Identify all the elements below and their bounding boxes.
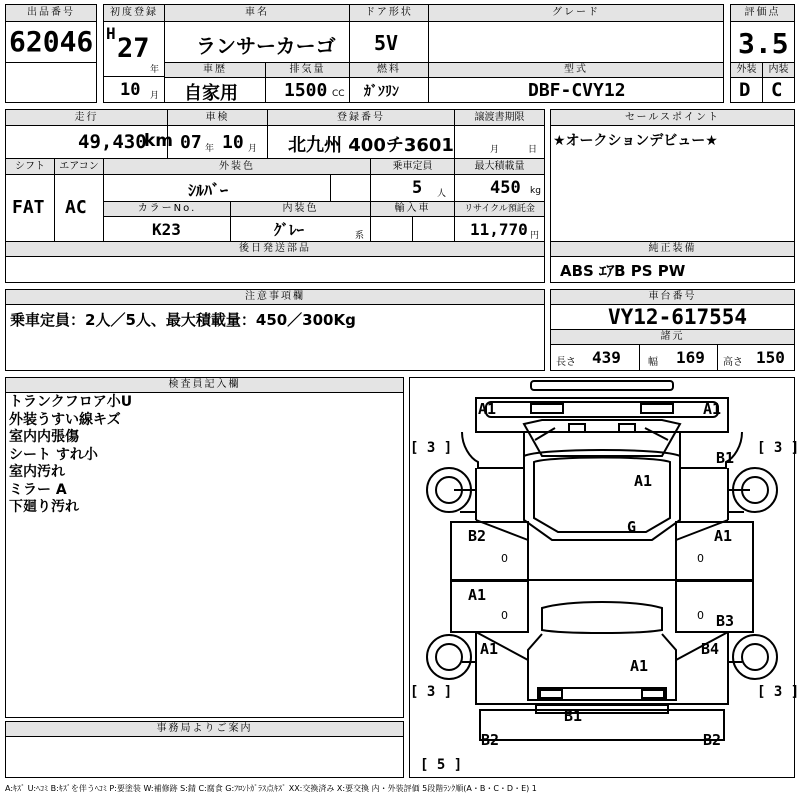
width-value: 169 <box>676 348 705 367</box>
width-label: 幅 <box>648 357 658 368</box>
damage-code: A1 <box>714 527 733 545</box>
capacity-value: 5 <box>412 178 423 198</box>
tread-mark: 0 <box>501 609 508 622</box>
month-unit: 月 <box>150 91 160 101</box>
era: H <box>106 24 116 43</box>
shift-label: シフト <box>5 158 55 175</box>
tire-tread: [ 3 ] <box>410 684 453 700</box>
height-value: 150 <box>756 348 785 367</box>
reg-year: 27 <box>117 33 150 64</box>
door-label: ドア形状 <box>349 4 429 22</box>
import-cell-b <box>412 216 455 242</box>
score-label: 評価点 <box>730 4 795 22</box>
exterior-color-label: 外装色 <box>103 158 371 175</box>
notes-text: 乗車定員：2人／5人、最大積載量：450／300Kg <box>10 311 356 329</box>
inspector-line: 室内内張傷 <box>9 429 79 445</box>
interior-color-value: ｸﾞﾚｰ <box>274 221 305 239</box>
inspection-label: 車検 <box>167 109 268 126</box>
history-value: 自家用 <box>184 83 238 104</box>
displacement-label: 排気量 <box>265 62 350 78</box>
door-value: 5V <box>374 31 399 55</box>
first-reg-label: 初度登録 <box>103 4 165 22</box>
model-value: DBF-CVY12 <box>528 80 626 101</box>
height-label: 高さ <box>723 357 743 368</box>
reg-month: 10 <box>120 80 141 100</box>
equipment-label: 純正装備 <box>550 241 795 257</box>
displacement-unit: CC <box>332 89 345 99</box>
year-unit: 年 <box>150 65 160 75</box>
chassis-number: VY12-617554 <box>608 305 748 329</box>
import-cell-a <box>370 216 413 242</box>
damage-code: A1 <box>630 657 649 675</box>
tread-mark: 0 <box>501 552 508 565</box>
insp-year-unit: 年 <box>205 144 215 154</box>
max-load-value: 450 <box>490 178 521 198</box>
lot-number: 62046 <box>9 25 94 58</box>
exterior-color-sub <box>330 174 371 202</box>
inspector-label: 検査員記入欄 <box>5 377 404 393</box>
damage-code: B1 <box>564 707 583 725</box>
mileage-unit: km <box>144 131 174 151</box>
damage-code: A1 <box>480 640 499 658</box>
fuel-value: ｶﾞｿﾘﾝ <box>364 84 399 100</box>
color-no-label: カラーNo. <box>103 201 231 217</box>
chassis-label: 車台番号 <box>550 289 795 305</box>
length-label: 長さ <box>556 357 576 368</box>
ext-label: 外装 <box>730 62 763 78</box>
plate-value: 北九州 400チ3601 <box>288 135 454 156</box>
later-parts-label: 後日発送部品 <box>5 241 545 257</box>
notes-label: 注意事項欄 <box>5 289 545 305</box>
inspector-line: 外装うすい線キズ <box>9 411 121 428</box>
ext-grade: D <box>739 79 751 101</box>
ac-label: エアコン <box>54 158 104 175</box>
transfer-label: 譲渡書期限 <box>454 109 545 126</box>
office-cell <box>5 736 404 778</box>
tire-tread: [ 3 ] <box>757 440 800 456</box>
dimensions-label: 諸元 <box>550 329 795 345</box>
grade-label: グレード <box>428 4 724 22</box>
recycle-value: 11,770 <box>470 220 528 239</box>
transfer-day-unit: 日 <box>528 145 538 155</box>
ac-value: AC <box>65 197 87 218</box>
damage-code: A1 <box>468 586 487 604</box>
later-parts-cell <box>5 256 545 283</box>
import-label: 輸入車 <box>370 201 455 217</box>
inspector-line: 下廻り汚れ <box>9 499 79 515</box>
history-label: 車歴 <box>164 62 266 78</box>
inspector-line: 室内汚れ <box>9 464 65 480</box>
tire-tread: [ 3 ] <box>757 684 800 700</box>
mileage-value: 49,430 <box>78 131 147 153</box>
insp-month-unit: 月 <box>248 144 258 154</box>
color-no-value: K23 <box>152 220 181 239</box>
max-load-label: 最大積載量 <box>454 158 545 175</box>
car-diagram <box>409 377 795 778</box>
damage-code: A1 <box>634 472 653 490</box>
mileage-label: 走行 <box>5 109 168 126</box>
car-name: ランサーカーゴ <box>196 34 336 58</box>
transfer-month-unit: 月 <box>490 145 500 155</box>
damage-code: B1 <box>716 449 735 467</box>
plate-label: 登録番号 <box>267 109 455 126</box>
spare-tire-tread: [ 5 ] <box>420 757 463 773</box>
inspector-line: シート すれ小 <box>9 446 98 463</box>
interior-color-unit: 系 <box>355 231 365 241</box>
int-grade: C <box>771 79 783 101</box>
exterior-color-value: ｼﾙﾊﾞｰ <box>188 181 229 200</box>
tread-mark: 0 <box>697 609 704 622</box>
capacity-label: 乗車定員 <box>370 158 455 175</box>
sales-points-text: ★オークションデビュー★ <box>553 133 718 149</box>
damage-code: G <box>627 518 637 536</box>
legend: A:ｷｽﾞ U:ﾍｺﾐ B:ｷｽﾞを伴うﾍｺﾐ P:要塗装 W:補修跡 S:錆 C:腐食 G:ﾌﾛﾝﾄｶﾞﾗｽ点ｷｽﾞ XX:交換済み X:要交換 内・外装評価 5段階ﾗﾝｸ順(A・B・C・D・E) 1 <box>5 784 537 793</box>
equipment-text: ABS ｴｱB PS PW <box>560 262 686 280</box>
score-value: 3.5 <box>738 27 789 60</box>
insp-year: 07 <box>180 132 202 153</box>
lot-label: 出品番号 <box>5 4 97 22</box>
tread-mark: 0 <box>697 552 704 565</box>
damage-code: A1 <box>703 400 722 418</box>
damage-code: B2 <box>703 731 722 749</box>
grade-cell <box>428 21 724 63</box>
damage-code: B4 <box>701 640 720 658</box>
shift-value: FAT <box>12 197 45 218</box>
tire-tread: [ 3 ] <box>410 440 453 456</box>
recycle-label: リサイクル預託金 <box>454 201 545 217</box>
model-label: 型式 <box>428 62 724 78</box>
damage-code: A1 <box>478 400 497 418</box>
length-value: 439 <box>592 348 621 367</box>
car-name-label: 車名 <box>164 4 350 22</box>
capacity-unit: 人 <box>437 189 447 199</box>
damage-code: B2 <box>468 527 487 545</box>
insp-month: 10 <box>222 132 244 153</box>
inspector-line: ミラー A <box>9 481 67 498</box>
lot-blank <box>5 62 97 103</box>
recycle-unit: 円 <box>530 231 540 241</box>
inspector-line: トランクフロア小U <box>9 394 133 410</box>
interior-color-label: 内装色 <box>230 201 371 217</box>
inspector-notes <box>9 394 399 517</box>
sales-points-label: セールスポイント <box>550 109 795 126</box>
office-label: 事務局よりご案内 <box>5 721 404 737</box>
fuel-label: 燃料 <box>349 62 429 78</box>
int-label: 内装 <box>762 62 795 78</box>
max-load-unit: kg <box>530 186 541 196</box>
displacement-value: 1500 <box>284 80 328 101</box>
damage-code: B3 <box>716 612 735 630</box>
damage-code: B2 <box>481 731 500 749</box>
